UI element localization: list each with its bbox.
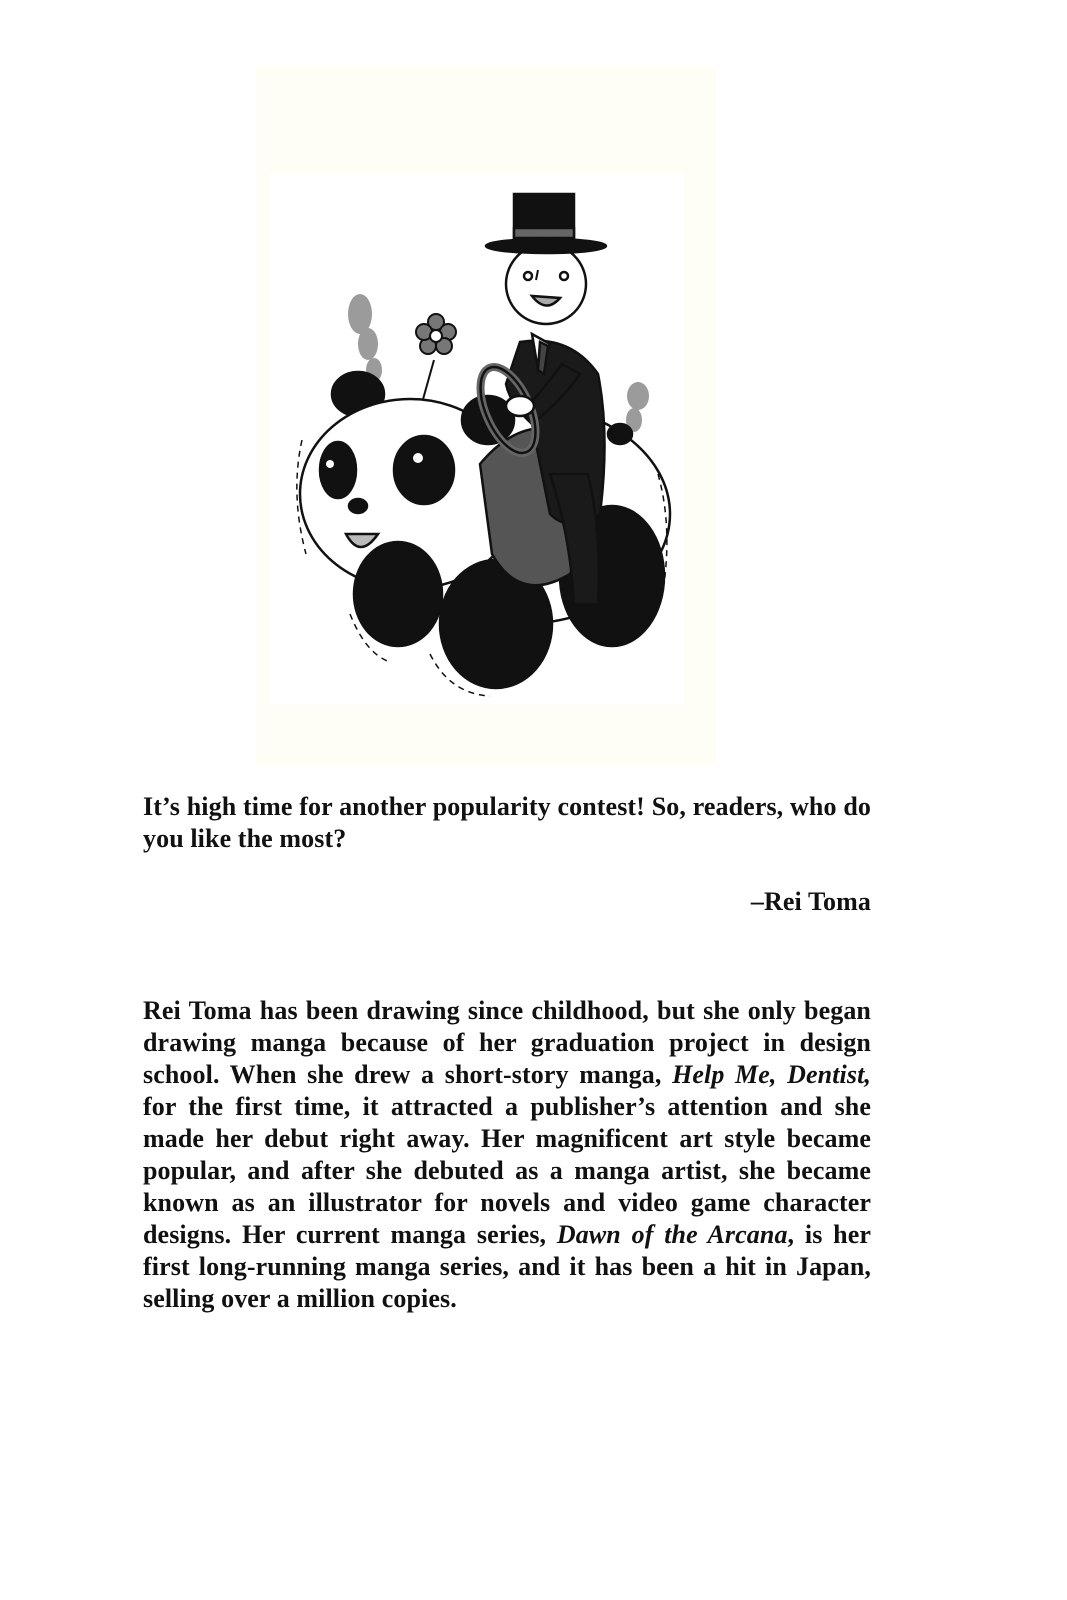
bio-text-part-1: Rei Toma has been drawing since childhood, but she only began drawing manga because of her graduation project in design school. When she drew a short-story manga,: [143, 996, 871, 1089]
author-illustration: [270, 174, 684, 704]
smoke-puff-right: [626, 382, 649, 432]
author-comment-text: It’s high time for another popularity contest! So, readers, who do you like the most?: [143, 792, 871, 853]
author-illustration-frame: [256, 66, 716, 766]
bio-text-part-3: , is her first long-running manga series, and it has been a hit in Japan, selling over a million copies.: [143, 1220, 871, 1313]
author-signature: –Rei Toma: [750, 887, 871, 916]
author-comment: [143, 791, 871, 855]
bio-text-part-2: for the first time, it attracted a publisher’s attention and she made her debut right away. Her magnificent art style became popular, and after she debuted as a manga artist, she became known as an illustrator for novels and video game character designs. Her current manga series,: [143, 1092, 871, 1249]
flower-icon: [416, 314, 456, 410]
bio-title-help-me-dentist: Help Me, Dentist,: [672, 1060, 871, 1089]
smoke-puff-left: [348, 294, 382, 382]
bio-title-dawn-of-the-arcana: Dawn of the Arcana: [556, 1220, 788, 1249]
author-biography: [143, 995, 871, 1315]
panda-rider-illustration: [270, 174, 684, 704]
